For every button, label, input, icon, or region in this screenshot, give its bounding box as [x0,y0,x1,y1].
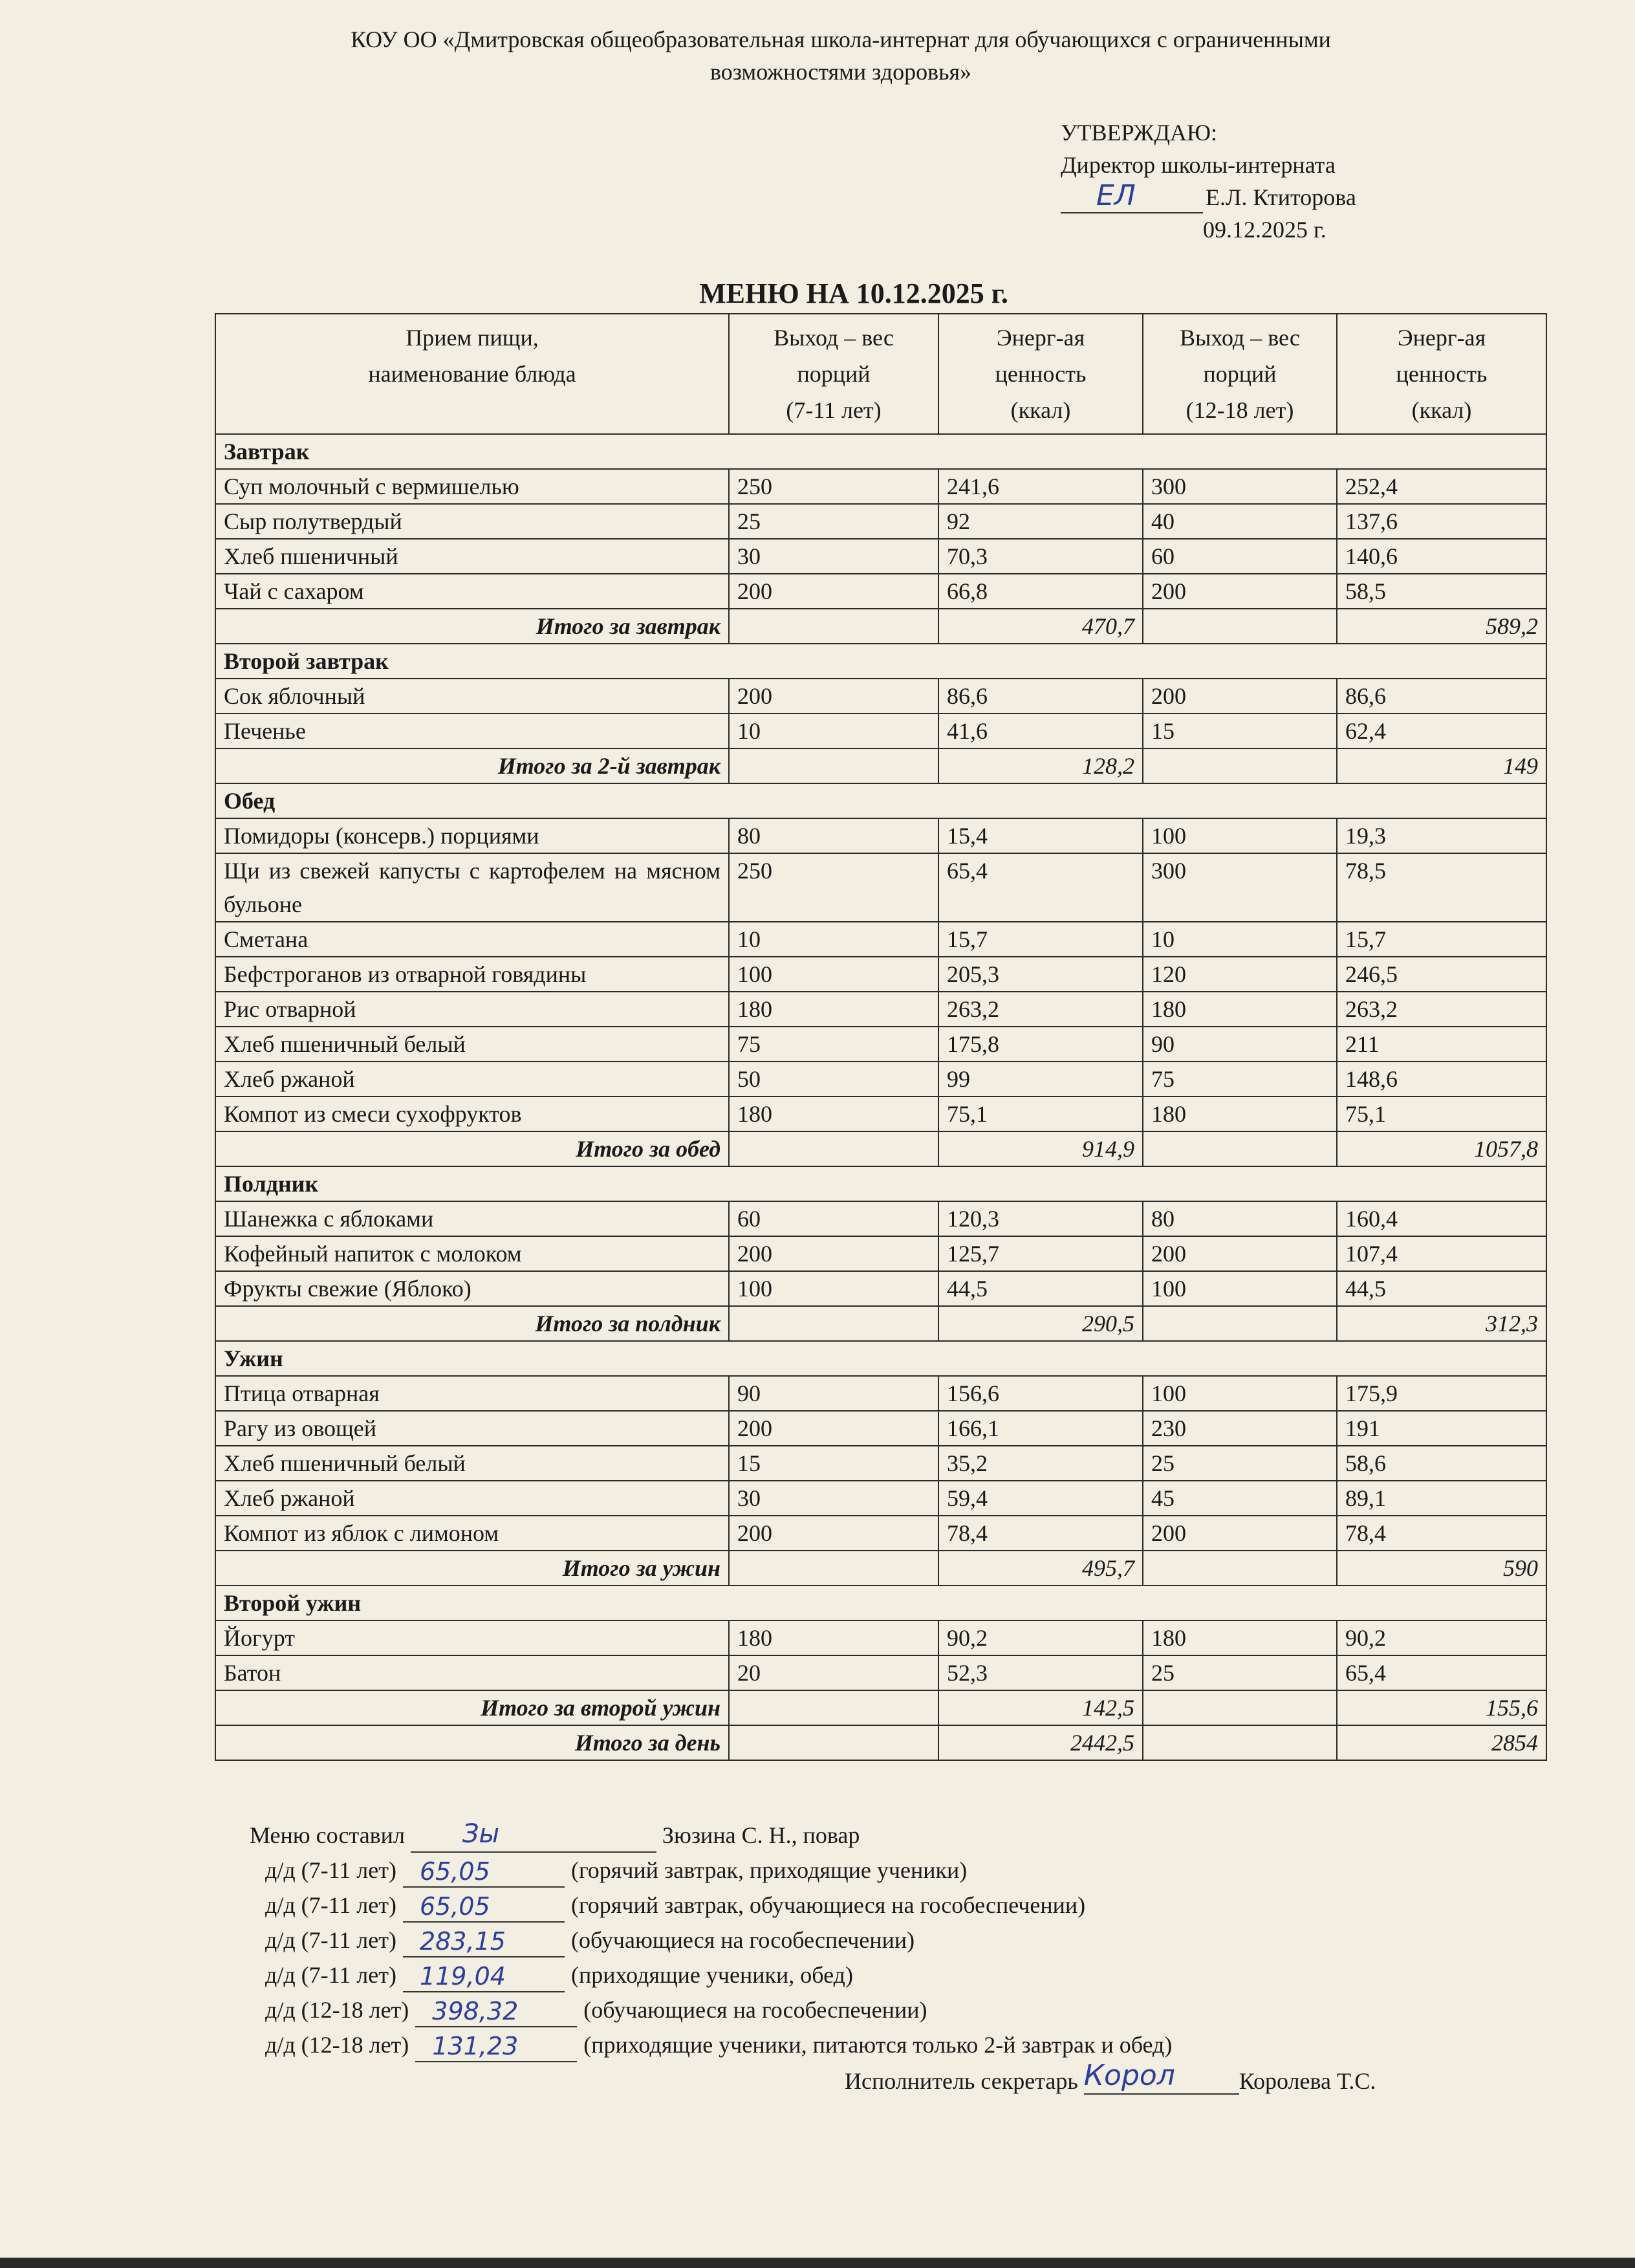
section-row [215,1586,1546,1620]
energy-7-11: 75,1 [938,1096,1143,1131]
dish-row [215,957,1546,992]
weight-12-18: 100 [1143,818,1337,853]
total-row [215,1306,1546,1341]
energy-12-18: 62,4 [1337,714,1546,748]
director-signature-ink: ЕЛ [1096,179,1136,212]
energy-7-11: 241,6 [938,469,1143,504]
dish-name: Щи из свежей капусты с картофелем на мясном бульоне [215,853,729,922]
executor-label: Исполнитель секретарь [845,2068,1078,2094]
director-signature [1061,179,1203,213]
energy-12-18: 58,5 [1337,574,1546,609]
cost-label: д/д (7-11 лет) [265,1962,396,1988]
energy-12-18: 137,6 [1337,504,1546,539]
total-energy-12-18: 589,2 [1337,609,1546,644]
weight-12-18: 200 [1143,1516,1337,1551]
organization-name-line1: КОУ ОО «Дмитровская общеобразовательная школа-интернат для обучающихся с ограниченными [351,27,1331,52]
total-energy-7-11: 2442,5 [938,1725,1143,1760]
total-energy-7-11: 142,5 [938,1690,1143,1725]
section-row [215,783,1546,818]
total-empty-cell [1143,748,1337,783]
section-title: Завтрак [215,434,1546,469]
dish-row [215,1411,1546,1446]
dish-name: Хлеб ржаной [215,1481,729,1516]
section-title: Полдник [215,1166,1546,1201]
total-row [215,1131,1546,1166]
weight-12-18: 300 [1143,469,1337,504]
daily-cost-line [250,1957,1172,1992]
weight-7-11: 75 [729,1027,938,1062]
weight-7-11: 200 [729,1411,938,1446]
weight-7-11: 200 [729,1236,938,1271]
total-energy-12-18: 2854 [1337,1725,1546,1760]
total-energy-7-11: 290,5 [938,1306,1143,1341]
dish-row [215,539,1546,574]
dish-row [215,1271,1546,1306]
dish-row [215,1096,1546,1131]
cost-value-blank [403,1892,565,1923]
dish-name: Рис отварной [215,992,729,1027]
weight-12-18: 200 [1143,679,1337,714]
weight-7-11: 200 [729,679,938,714]
weight-12-18: 40 [1143,504,1337,539]
energy-12-18: 15,7 [1337,922,1546,957]
total-empty-cell [1143,1551,1337,1586]
section-title: Обед [215,783,1546,818]
weight-12-18: 230 [1143,1411,1337,1446]
header-weight-7-11: Выход – вес порций (7-11 лет) [729,314,938,434]
dish-row [215,992,1546,1027]
weight-7-11: 10 [729,922,938,957]
total-energy-12-18: 312,3 [1337,1306,1546,1341]
dish-row [215,574,1546,609]
weight-7-11: 180 [729,992,938,1027]
weight-12-18: 15 [1143,714,1337,748]
total-empty-cell [1143,1725,1337,1760]
dish-name: Хлеб ржаной [215,1062,729,1096]
dish-name: Бефстроганов из отварной говядины [215,957,729,992]
weight-12-18: 200 [1143,1236,1337,1271]
dish-row [215,504,1546,539]
dish-name: Компот из яблок с лимоном [215,1516,729,1551]
director-name: Е.Л. Ктиторова [1206,184,1356,210]
daily-cost-lines [250,1853,1172,2062]
total-row [215,748,1546,783]
total-label: Итого за полдник [215,1306,729,1341]
executor-signature [1083,2059,1239,2095]
composed-by-row [250,1818,1172,1853]
energy-12-18: 86,6 [1337,679,1546,714]
section-row [215,434,1546,469]
energy-12-18: 175,9 [1337,1376,1546,1411]
daily-cost-line [250,1888,1172,1923]
total-empty-cell [729,609,938,644]
energy-7-11: 156,6 [938,1376,1143,1411]
energy-7-11: 175,8 [938,1027,1143,1062]
cost-note: (приходящие ученики, обед) [570,1962,853,1988]
energy-7-11: 90,2 [938,1620,1143,1655]
weight-7-11: 15 [729,1446,938,1481]
cost-value-blank [415,2032,577,2062]
dish-row [215,1481,1546,1516]
energy-12-18: 263,2 [1337,992,1546,1027]
energy-7-11: 65,4 [938,853,1143,922]
energy-12-18: 252,4 [1337,469,1546,504]
dish-row [215,1062,1546,1096]
energy-12-18: 90,2 [1337,1620,1546,1655]
cost-value-handwritten: 398,32 [432,1997,519,2025]
weight-12-18: 80 [1143,1201,1337,1236]
energy-12-18: 78,4 [1337,1516,1546,1551]
approval-date: 09.12.2025 г. [1203,217,1326,243]
approval-signature-line [1061,181,1356,213]
energy-12-18: 107,4 [1337,1236,1546,1271]
total-label: Итого за обед [215,1131,729,1166]
energy-12-18: 140,6 [1337,539,1546,574]
dish-name: Чай с сахаром [215,574,729,609]
approval-title: УТВЕРЖДАЮ: [1061,120,1218,146]
dish-row [215,1236,1546,1271]
energy-12-18: 148,6 [1337,1062,1546,1096]
energy-12-18: 211 [1337,1027,1546,1062]
total-energy-7-11: 470,7 [938,609,1143,644]
dish-row [215,714,1546,748]
weight-12-18: 60 [1143,539,1337,574]
header-energy-7-11: Энерг-ая ценность (ккал) [938,314,1143,434]
cost-note: (приходящие ученики, питаются только 2-й завтрак и обед) [583,2032,1173,2058]
weight-7-11: 30 [729,1481,938,1516]
dish-name: Батон [215,1655,729,1690]
energy-7-11: 52,3 [938,1655,1143,1690]
weight-7-11: 250 [729,853,938,922]
energy-7-11: 66,8 [938,574,1143,609]
dish-name: Компот из смеси сухофруктов [215,1096,729,1131]
section-title: Второй завтрак [215,644,1546,679]
cost-value-blank [415,1997,577,2027]
weight-7-11: 100 [729,957,938,992]
energy-7-11: 86,6 [938,679,1143,714]
weight-7-11: 25 [729,504,938,539]
dish-row [215,1446,1546,1481]
daily-cost-line [250,2027,1172,2062]
weight-12-18: 180 [1143,1096,1337,1131]
header-weight-12-18: Выход – вес порций (12-18 лет) [1143,314,1337,434]
section-title: Второй ужин [215,1586,1546,1620]
total-energy-7-11: 128,2 [938,748,1143,783]
cost-value-handwritten: 65,05 [419,1892,490,1921]
cost-label: д/д (12-18 лет) [265,2032,409,2058]
executor-row [845,2059,1376,2095]
cost-value-blank [403,1927,565,1957]
header-dish: Прием пищи, наименование блюда [215,314,729,434]
total-energy-12-18: 155,6 [1337,1690,1546,1725]
energy-12-18: 160,4 [1337,1201,1546,1236]
weight-7-11: 20 [729,1655,938,1690]
menu-table-body [215,434,1546,1760]
dish-name: Шанежка с яблоками [215,1201,729,1236]
energy-7-11: 263,2 [938,992,1143,1027]
dish-name: Кофейный напиток с молоком [215,1236,729,1271]
cost-value-handwritten: 283,15 [419,1927,506,1956]
weight-7-11: 200 [729,574,938,609]
dish-name: Печенье [215,714,729,748]
energy-12-18: 78,5 [1337,853,1546,922]
weight-12-18: 75 [1143,1062,1337,1096]
cost-value-handwritten: 119,04 [419,1962,506,1990]
weight-7-11: 200 [729,1516,938,1551]
composer-signature [411,1819,656,1853]
total-row [215,1725,1546,1760]
daily-cost-line [250,1992,1172,2027]
footer-block [250,1818,1172,2062]
energy-7-11: 125,7 [938,1236,1143,1271]
energy-12-18: 58,6 [1337,1446,1546,1481]
weight-12-18: 25 [1143,1655,1337,1690]
total-empty-cell [1143,1131,1337,1166]
total-empty-cell [1143,1690,1337,1725]
weight-7-11: 90 [729,1376,938,1411]
dish-row [215,1620,1546,1655]
organization-name-line2: возможностями здоровья» [709,59,972,85]
weight-7-11: 180 [729,1096,938,1131]
total-energy-7-11: 914,9 [938,1131,1143,1166]
dish-name: Помидоры (консерв.) порциями [215,818,729,853]
composed-label: Меню составил [250,1822,405,1848]
dish-row [215,922,1546,957]
weight-12-18: 90 [1143,1027,1337,1062]
weight-12-18: 200 [1143,574,1337,609]
dish-name: Рагу из овощей [215,1411,729,1446]
total-row [215,609,1546,644]
energy-7-11: 205,3 [938,957,1143,992]
cost-note: (обучающиеся на гособеспечении) [570,1927,915,1953]
dish-name: Хлеб пшеничный белый [215,1446,729,1481]
cost-value-blank [403,1857,565,1888]
weight-12-18: 180 [1143,1620,1337,1655]
weight-7-11: 30 [729,539,938,574]
section-row [215,644,1546,679]
weight-12-18: 120 [1143,957,1337,992]
total-row [215,1690,1546,1725]
total-row [215,1551,1546,1586]
total-label: Итого за ужин [215,1551,729,1586]
energy-7-11: 70,3 [938,539,1143,574]
daily-cost-line [250,1923,1172,1957]
cost-label: д/д (7-11 лет) [265,1857,396,1883]
approval-position: Директор школы-интерната [1061,152,1336,178]
daily-cost-line [250,1853,1172,1888]
weight-12-18: 10 [1143,922,1337,957]
weight-7-11: 80 [729,818,938,853]
composer-name: Зюзина С. Н., повар [662,1822,860,1848]
energy-7-11: 35,2 [938,1446,1143,1481]
cost-label: д/д (12-18 лет) [265,1997,409,2023]
total-label: Итого за второй ужин [215,1690,729,1725]
energy-12-18: 19,3 [1337,818,1546,853]
weight-12-18: 25 [1143,1446,1337,1481]
executor-name: Королева Т.С. [1239,2068,1376,2094]
energy-7-11: 59,4 [938,1481,1143,1516]
dish-name: Сметана [215,922,729,957]
dish-row [215,1027,1546,1062]
total-empty-cell [729,1725,938,1760]
energy-12-18: 89,1 [1337,1481,1546,1516]
section-title: Ужин [215,1341,1546,1376]
weight-12-18: 45 [1143,1481,1337,1516]
energy-12-18: 44,5 [1337,1271,1546,1306]
cost-note: (обучающиеся на гособеспечении) [583,1997,927,2023]
total-empty-cell [729,1690,938,1725]
table-header-row [215,314,1546,434]
dish-name: Хлеб пшеничный [215,539,729,574]
dish-name: Йогурт [215,1620,729,1655]
weight-7-11: 250 [729,469,938,504]
total-label: Итого за 2-й завтрак [215,748,729,783]
cost-value-blank [403,1962,565,1992]
weight-7-11: 100 [729,1271,938,1306]
composer-signature-ink: Зы [462,1819,500,1849]
cost-value-handwritten: 131,23 [432,2032,519,2060]
energy-7-11: 15,7 [938,922,1143,957]
dish-row [215,1376,1546,1411]
total-energy-12-18: 1057,8 [1337,1131,1546,1166]
dish-name: Хлеб пшеничный белый [215,1027,729,1062]
weight-7-11: 50 [729,1062,938,1096]
energy-12-18: 65,4 [1337,1655,1546,1690]
dish-row [215,853,1546,922]
energy-7-11: 41,6 [938,714,1143,748]
total-label: Итого за завтрак [215,609,729,644]
dish-name: Сыр полутвердый [215,504,729,539]
weight-7-11: 10 [729,714,938,748]
dish-row [215,1655,1546,1690]
menu-table [215,313,1547,1761]
weight-12-18: 100 [1143,1271,1337,1306]
total-energy-7-11: 495,7 [938,1551,1143,1586]
dish-row [215,1201,1546,1236]
cost-note: (горячий завтрак, приходящие ученики) [570,1857,968,1883]
weight-12-18: 180 [1143,992,1337,1027]
executor-signature-ink: Корол [1083,2059,1175,2092]
cost-label: д/д (7-11 лет) [265,1892,396,1918]
weight-12-18: 300 [1143,853,1337,922]
energy-12-18: 75,1 [1337,1096,1546,1131]
section-row [215,1341,1546,1376]
weight-12-18: 100 [1143,1376,1337,1411]
energy-7-11: 15,4 [938,818,1143,853]
energy-7-11: 99 [938,1062,1143,1096]
energy-12-18: 191 [1337,1411,1546,1446]
header-energy-12-18: Энерг-ая ценность (ккал) [1337,314,1546,434]
dish-name: Сок яблочный [215,679,729,714]
dish-name: Суп молочный с вермишелью [215,469,729,504]
total-empty-cell [729,1551,938,1586]
total-label: Итого за день [215,1725,729,1760]
cost-note: (горячий завтрак, обучающиеся на гособеспечении) [570,1892,1086,1918]
energy-7-11: 44,5 [938,1271,1143,1306]
energy-7-11: 78,4 [938,1516,1143,1551]
dish-name: Фрукты свежие (Яблоко) [215,1271,729,1306]
energy-12-18: 246,5 [1337,957,1546,992]
dish-row [215,679,1546,714]
energy-7-11: 120,3 [938,1201,1143,1236]
dish-row [215,1516,1546,1551]
menu-title: МЕНЮ НА 10.12.2025 г. [699,278,1008,309]
section-row [215,1166,1546,1201]
total-empty-cell [1143,1306,1337,1341]
dish-row [215,818,1546,853]
energy-7-11: 166,1 [938,1411,1143,1446]
organization-header [162,23,1520,88]
scan-edge-band [0,2258,1635,2268]
weight-7-11: 60 [729,1201,938,1236]
cost-label: д/д (7-11 лет) [265,1927,396,1953]
total-empty-cell [729,748,938,783]
total-empty-cell [729,1131,938,1166]
dish-row [215,469,1546,504]
approval-block [1061,116,1356,246]
total-energy-12-18: 149 [1337,748,1546,783]
energy-7-11: 92 [938,504,1143,539]
total-empty-cell [1143,609,1337,644]
dish-name: Птица отварная [215,1376,729,1411]
weight-7-11: 180 [729,1620,938,1655]
total-energy-12-18: 590 [1337,1551,1546,1586]
total-empty-cell [729,1306,938,1341]
cost-value-handwritten: 65,05 [419,1857,490,1886]
